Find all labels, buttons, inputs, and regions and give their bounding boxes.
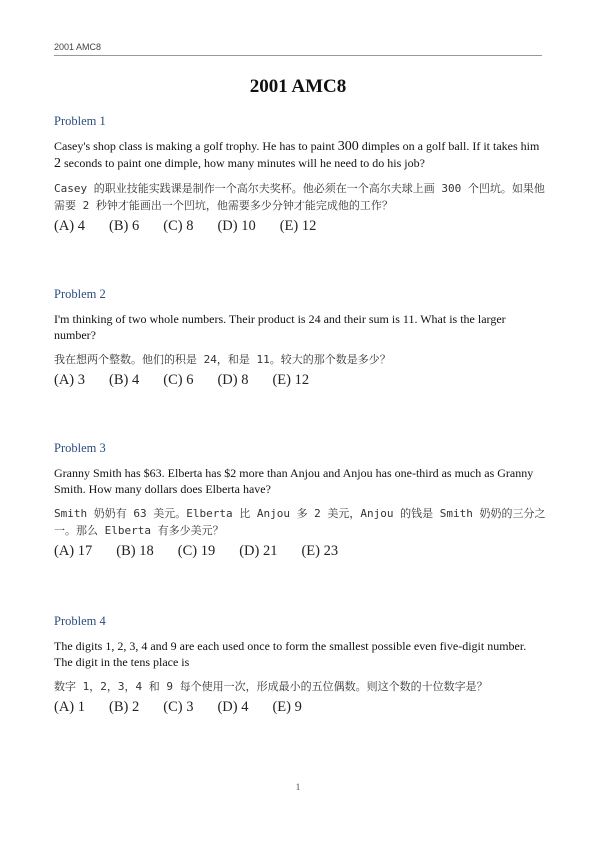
choice-b: (B) 6 (109, 218, 140, 234)
running-header: 2001 AMC8 (54, 42, 102, 52)
problem-heading: Problem 3 (54, 441, 106, 455)
problem-text-en: I'm thinking of two whole numbers. Their product is 24 and their sum is 11. What is the larger number? (54, 312, 506, 342)
problem-1 (54, 114, 546, 235)
answer-choices (54, 699, 546, 716)
header-rule (54, 55, 542, 56)
choice-b: (B) 18 (116, 543, 154, 559)
answer-choices (54, 543, 546, 560)
answer-choices (54, 218, 546, 235)
problem-3 (54, 441, 546, 560)
choice-d: (D) 4 (217, 699, 249, 715)
choice-c: (C) 8 (163, 218, 194, 234)
choice-b: (B) 2 (109, 699, 140, 715)
choice-d: (D) 21 (239, 543, 278, 559)
choice-e: (E) 12 (272, 372, 310, 388)
problem-text-zh: 数字 1，2，3，4 和 9 每个使用一次，形成最小的五位偶数。则这个数的十位数字是？ (54, 680, 488, 693)
math-number: 300 (337, 139, 359, 154)
choice-a: (A) 17 (54, 543, 93, 559)
choice-e: (E) 12 (279, 218, 317, 234)
problem-text-zh: Smith 奶奶有 63 美元。Elberta 比 Anjou 多 2 美元，Anjou 的钱是 Smith 奶奶的三分之一。那么 Elberta 有多少美元？ (54, 507, 546, 537)
choice-a: (A) 3 (54, 372, 86, 388)
choice-c: (C) 19 (177, 543, 216, 559)
problem-text-part: seconds to paint one dimple, how many minutes will he need to do his job? (61, 156, 425, 170)
choice-a: (A) 1 (54, 699, 86, 715)
problem-text-zh: Casey 的职业技能实践课是制作一个高尔夫奖杯。他必须在一个高尔夫球上画 300 个凹坑。如果他需要 2 秒钟才能画出一个凹坑，他需要多少分钟才能完成他的工作？ (54, 182, 545, 212)
page-title: 2001 AMC8 (249, 76, 347, 97)
problem-text-en: The digits 1, 2, 3, 4 and 9 are each used once to form the smallest possible even five-digit number. The digit in the tens place is (54, 639, 527, 669)
problem-heading: Problem 4 (54, 614, 106, 628)
problem-text-part: Casey's shop class is making a golf trophy. He has to paint (54, 139, 338, 153)
problem-heading: Problem 1 (54, 114, 106, 128)
problem-2 (54, 287, 546, 389)
problem-text-en (54, 138, 546, 172)
choice-c: (C) 6 (163, 372, 194, 388)
choice-e: (E) 23 (301, 543, 339, 559)
problem-heading: Problem 2 (54, 287, 106, 301)
problem-text-en: Granny Smith has $63. Elberta has $2 more than Anjou and Anjou has one-third as much as Granny Smith. How many dollars does Elberta have? (54, 466, 534, 496)
answer-choices (54, 372, 546, 389)
choice-d: (D) 8 (217, 372, 249, 388)
math-number: 2 (54, 156, 61, 171)
choice-e: (E) 9 (272, 699, 302, 715)
page-number: 1 (295, 782, 301, 792)
choice-d: (D) 10 (217, 218, 256, 234)
problem-4 (54, 614, 546, 716)
problem-text-zh: 我在想两个整数。他们的积是 24，和是 11。较大的那个数是多少？ (54, 353, 391, 366)
problem-text-part: dimples on a golf ball. If it takes him (358, 139, 540, 153)
choice-a: (A) 4 (54, 218, 86, 234)
choice-c: (C) 3 (163, 699, 194, 715)
choice-b: (B) 4 (109, 372, 140, 388)
